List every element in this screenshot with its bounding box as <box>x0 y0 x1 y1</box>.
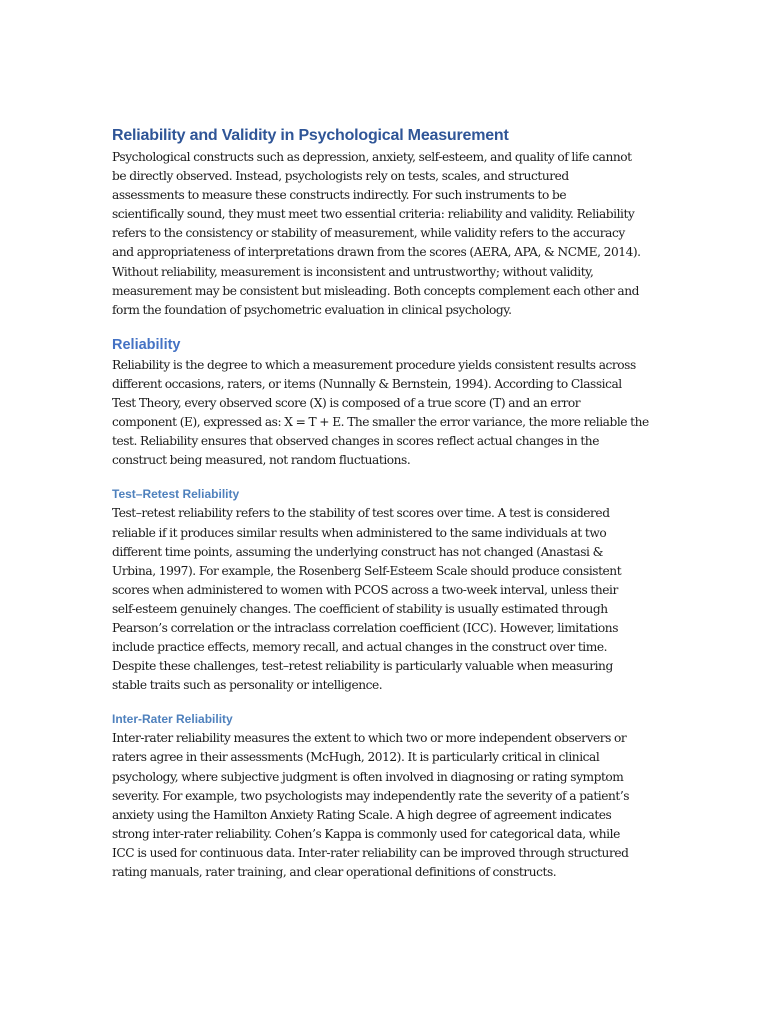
test-retest-line: reliable if it produces similar results when administered to the same individuals at two <box>112 525 607 540</box>
test-retest-line: self-esteem genuinely changes. The coefficient of stability is usually estimated through <box>112 601 608 616</box>
intro-line: Psychological constructs such as depression, anxiety, self-esteem, and quality of life cannot <box>112 150 632 164</box>
inter-rater-paragraph <box>112 729 660 882</box>
inter-rater-line: Inter-rater reliability measures the extent to which two or more independent observers or <box>112 731 627 746</box>
intro-line: refers to the consistency or stability of measurement, while validity refers to the accuracy <box>112 226 625 241</box>
reliability-paragraph <box>112 356 660 471</box>
reliability-line: test. Reliability ensures that observed changes in scores reflect actual changes in the <box>112 434 599 449</box>
intro-line: measurement may be consistent but misleading. Both concepts complement each other and <box>112 283 640 298</box>
test-retest-line: include practice effects, memory recall, and actual changes in the construct over time. <box>112 640 608 655</box>
test-retest-heading: Test–Retest Reliability <box>112 487 240 502</box>
inter-rater-heading: Inter-Rater Reliability <box>112 712 233 727</box>
intro-line: be directly observed. Instead, psychologists rely on tests, scales, and structured <box>112 169 569 184</box>
inter-rater-line: rating manuals, rater training, and clear operational definitions of constructs. <box>112 865 557 879</box>
test-retest-line: Test–retest reliability refers to the stability of test scores over time. A test is considered <box>112 506 610 521</box>
reliability-line: construct being measured, not random fluctuations. <box>112 453 411 468</box>
inter-rater-line: psychology, where subjective judgment is often involved in diagnosing or rating symptom <box>112 769 624 784</box>
reliability-heading: Reliability <box>112 336 181 353</box>
inter-rater-line: strong inter-rater reliability. Cohen’s Kappa is commonly used for categorical data, while <box>112 826 620 841</box>
test-retest-line: stable traits such as personality or intelligence. <box>112 678 383 693</box>
reliability-line: Reliability is the degree to which a measurement procedure yields consistent results across <box>112 357 636 372</box>
test-retest-paragraph <box>112 504 660 695</box>
document-title: Reliability and Validity in Psychological Measurement <box>112 127 509 144</box>
reliability-line: Test Theory, every observed score (X) is composed of a true score (T) and an error <box>112 396 581 411</box>
reliability-line: component (E), expressed as: X = T + E. The smaller the error variance, the more reliable the <box>112 415 649 430</box>
test-retest-line: different time points, assuming the underlying construct has not changed (Anastasi & <box>112 544 603 559</box>
intro-line: scientifically sound, they must meet two essential criteria: reliability and validity. Reliability <box>112 207 635 222</box>
intro-line: assessments to measure these constructs indirectly. For such instruments to be <box>112 188 567 203</box>
test-retest-line: Pearson’s correlation or the intraclass correlation coefficient (ICC). However, limitations <box>112 620 618 635</box>
intro-line: Without reliability, measurement is inconsistent and untrustworthy; without validity, <box>112 264 594 279</box>
intro-line: form the foundation of psychometric evaluation in clinical psychology. <box>112 302 512 317</box>
intro-line: and appropriateness of interpretations drawn from the scores (AERA, APA, & NCME, 2014). <box>112 245 641 260</box>
inter-rater-line: severity. For example, two psychologists may independently rate the severity of a patient’s <box>112 788 630 803</box>
test-retest-line: Despite these challenges, test–retest reliability is particularly valuable when measuring <box>112 659 613 674</box>
test-retest-line: Urbina, 1997). For example, the Rosenberg Self-Esteem Scale should produce consistent <box>112 563 622 578</box>
intro-paragraph <box>112 148 660 320</box>
reliability-line: different occasions, raters, or items (Nunnally & Bernstein, 1994). According to Classical <box>112 376 622 391</box>
document-page <box>112 124 660 882</box>
inter-rater-line: anxiety using the Hamilton Anxiety Rating Scale. A high degree of agreement indicates <box>112 807 612 822</box>
inter-rater-line: ICC is used for continuous data. Inter-rater reliability can be improved through structured <box>112 845 629 860</box>
test-retest-line: scores when administered to women with PCOS across a two-week interval, unless their <box>112 582 618 597</box>
inter-rater-line: raters agree in their assessments (McHugh, 2012). It is particularly critical in clinical <box>112 750 600 765</box>
